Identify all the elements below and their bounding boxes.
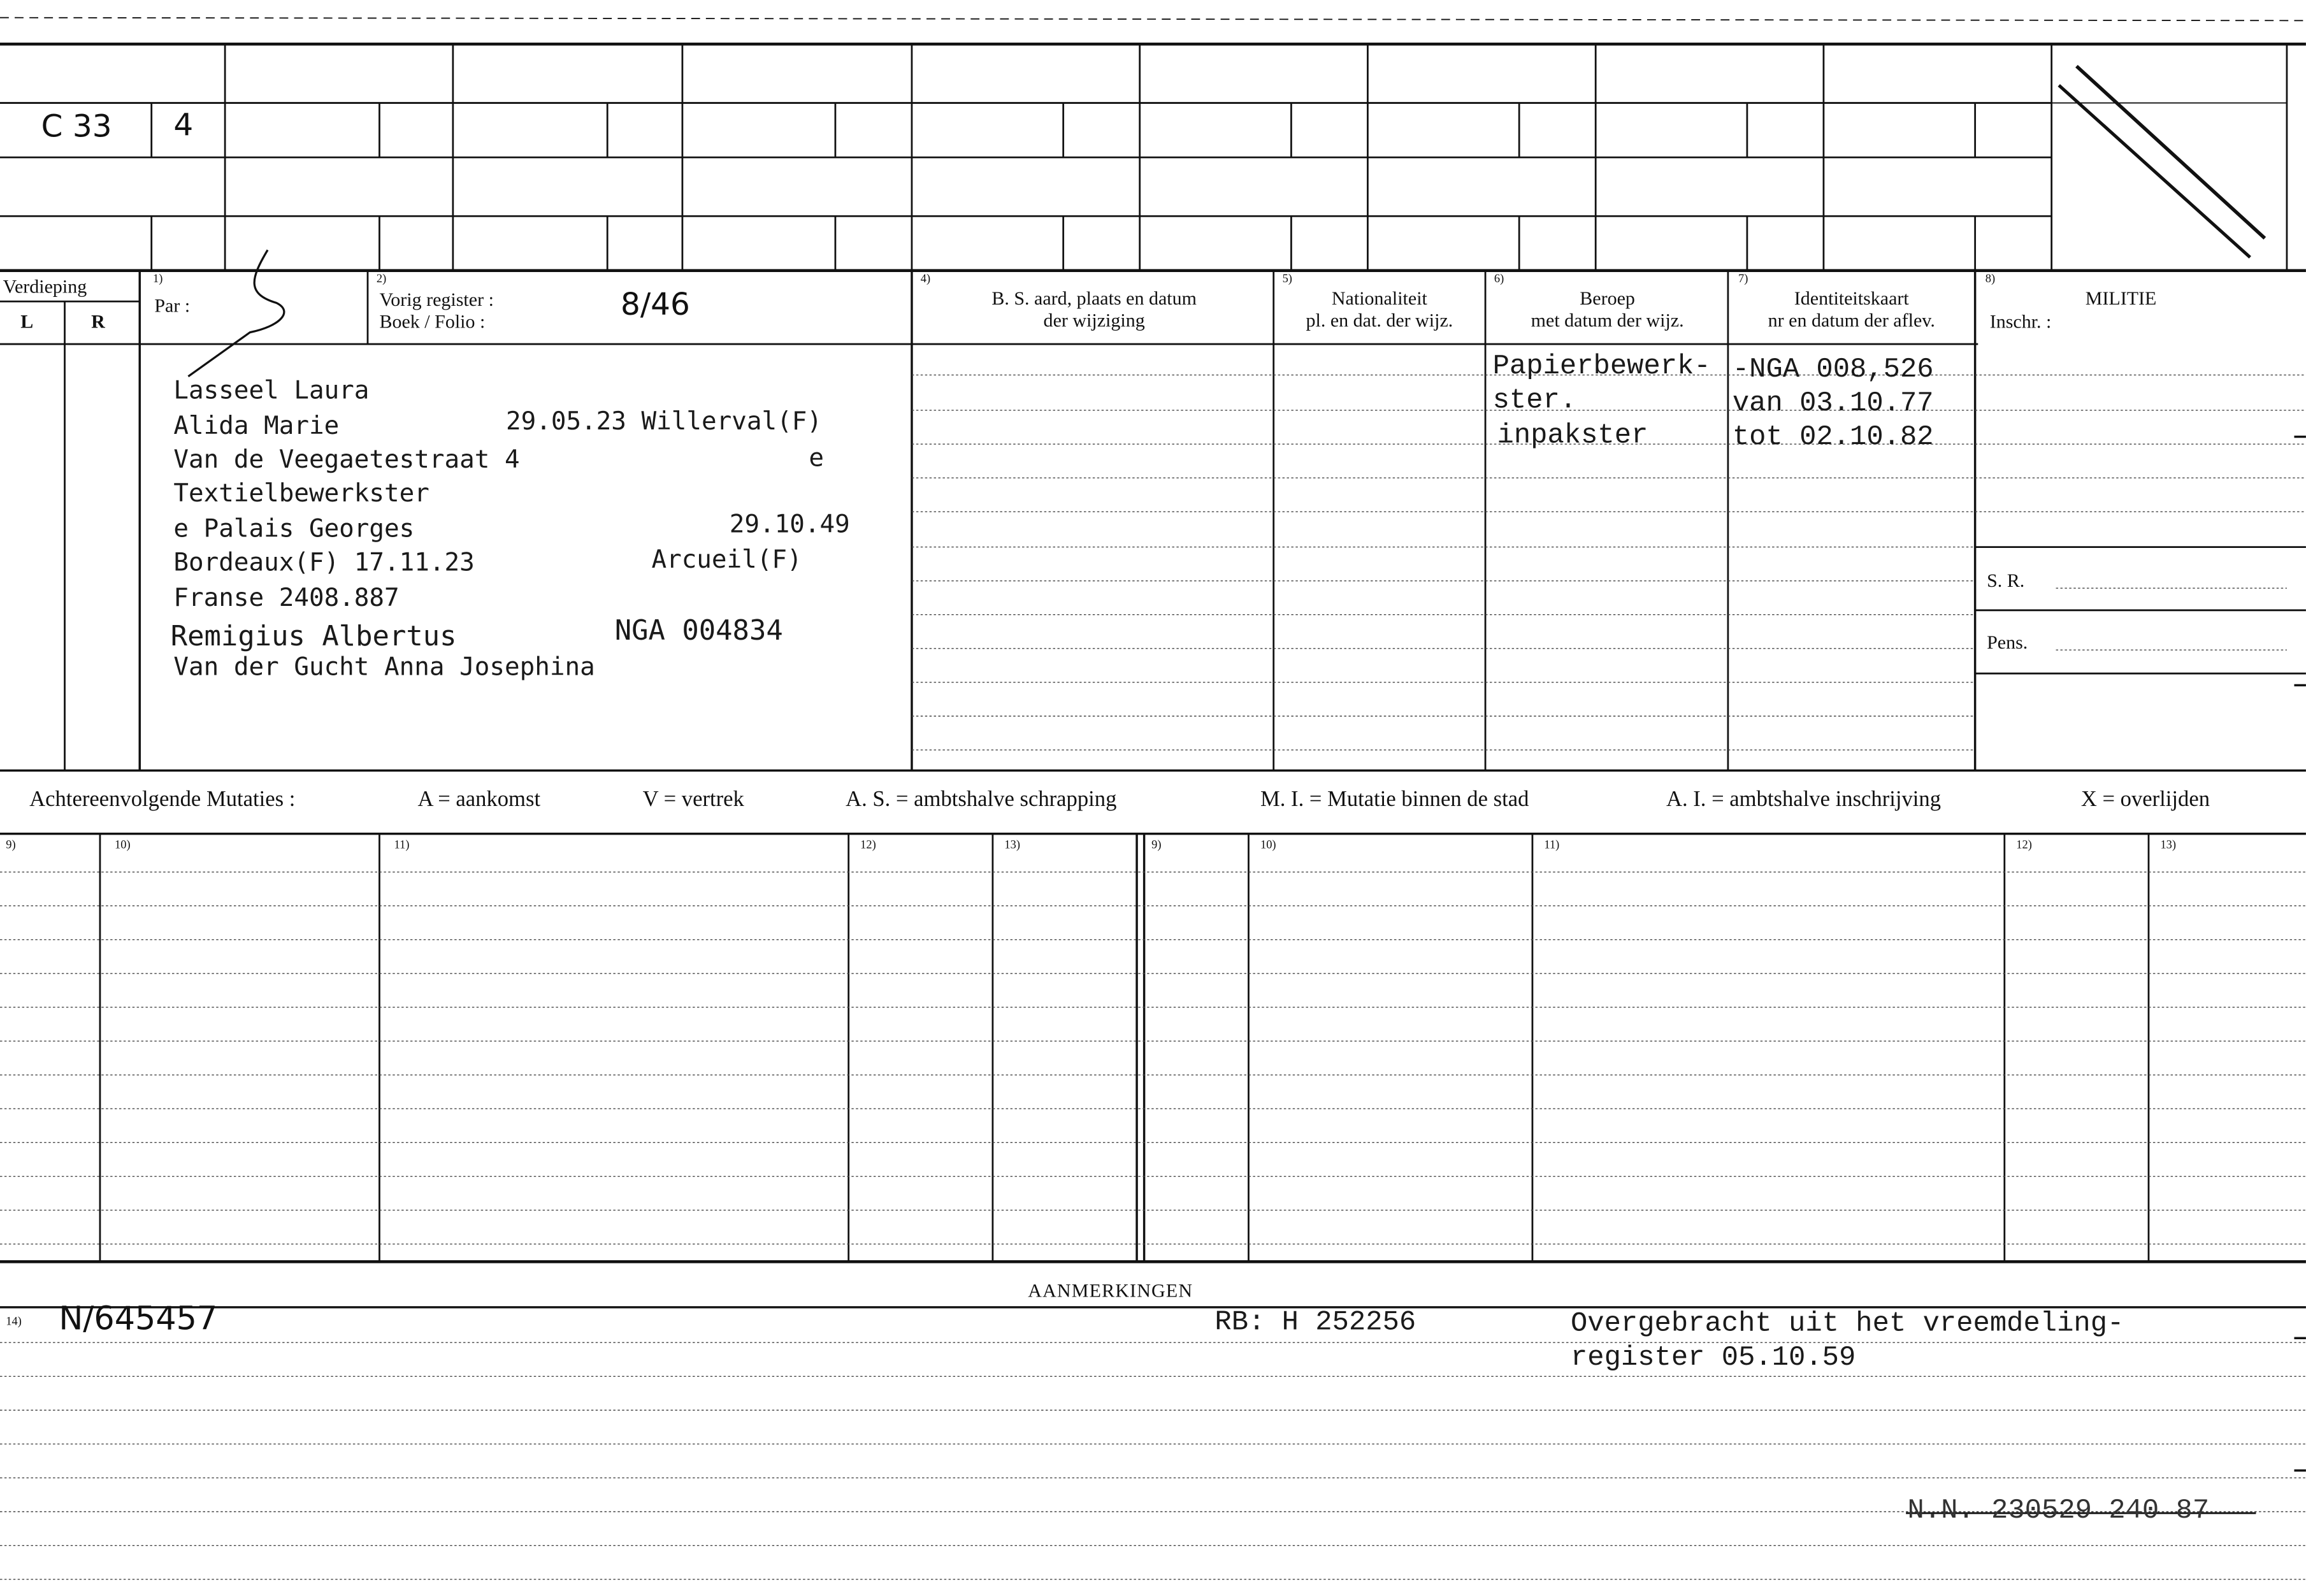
par-label: Par : (154, 294, 191, 317)
legend-mutatie-stad: M. I. = Mutatie binnen de stad (1260, 788, 1529, 812)
col1-number: 1) (153, 271, 163, 285)
legend-vertrek: V = vertrek (642, 788, 744, 812)
remarks-rb: RB: H 252256 (1214, 1305, 1416, 1339)
beroep-line-1: Papierbewerk- (1492, 350, 1711, 383)
address-mark: e (809, 444, 825, 474)
col5-label-2: pl. en dat. der wijz. (1306, 308, 1453, 331)
col5-label-1: Nationaliteit (1331, 287, 1427, 309)
col6-label-2: met datum der wijz. (1531, 308, 1684, 331)
militie-label: MILITIE (2085, 287, 2157, 309)
col8-number: 8) (1985, 271, 1996, 285)
mut-col10-left: 10) (115, 838, 131, 852)
card-code: C 33 (41, 108, 112, 145)
remarks-title: AANMERKINGEN (1028, 1279, 1193, 1302)
mut-col9-left: 9) (6, 838, 16, 852)
col2-number: 2) (376, 271, 387, 285)
col7-number: 7) (1738, 271, 1748, 285)
col4-label-2: der wijziging (1043, 308, 1145, 331)
remarks-code: N/645457 (59, 1301, 218, 1339)
father-name: Remigius Albertus (170, 620, 457, 653)
birth-date-place: 29.05.23 Willerval(F) (505, 407, 823, 437)
remarks-note-1: Overgebracht uit het vreemdeling- (1570, 1307, 2124, 1340)
remarks-number: 14) (6, 1314, 22, 1328)
marriage-place: Arcueil(F) (651, 545, 802, 575)
spouse-name: e Palais Georges (173, 514, 415, 544)
col6-label-1: Beroep (1580, 287, 1635, 309)
left-label: L (20, 310, 34, 333)
mut-col13-left: 13) (1004, 838, 1020, 852)
mut-col12-right: 12) (2016, 838, 2032, 852)
person-profession: Textielbewerkster (173, 479, 429, 509)
mut-col11-right: 11) (1544, 838, 1560, 852)
id-card-from: van 03.10.77 (1732, 387, 1934, 419)
legend-overlijden: X = overlijden (2080, 788, 2210, 812)
pens-label: Pens. (1987, 631, 2028, 653)
col7-label-2: nr en datum der aflev. (1768, 308, 1935, 331)
mother-name: Van der Gucht Anna Josephina (173, 652, 595, 682)
legend-inschrijving: A. I. = ambtshalve inschrijving (1666, 788, 1942, 812)
person-name: Lasseel Laura (173, 376, 370, 406)
boek-folio-value: 8/46 (620, 287, 690, 322)
sr-label: S. R. (1987, 569, 2025, 591)
boek-folio-label: Boek / Folio : (379, 310, 486, 333)
mut-col12-left: 12) (860, 838, 876, 852)
inschr-label: Inschr. : (1989, 310, 2052, 333)
mut-col10-right: 10) (1260, 838, 1276, 852)
vorig-register-label: Vorig register : (379, 288, 494, 310)
legend-schrapping: A. S. = ambtshalve schrapping (846, 788, 1117, 812)
person-address: Van de Veegaetestraat 4 (173, 445, 520, 475)
national-number: N.N. 230529 240 87 (1907, 1493, 2210, 1527)
card-number: 4 (173, 107, 194, 143)
spouse-birth: Bordeaux(F) 17.11.23 (173, 548, 475, 579)
col7-label-1: Identiteitskaart (1794, 287, 1909, 309)
col4-number: 4) (920, 271, 931, 285)
right-label: R (91, 310, 105, 333)
mut-col11-left: 11) (394, 838, 410, 852)
verdieping-label: Verdieping (3, 275, 87, 298)
nationality-number: Franse 2408.887 (173, 584, 400, 614)
beroep-line-3: inpakster (1497, 419, 1648, 452)
col4-label-1: B. S. aard, plaats en datum (991, 287, 1197, 309)
legend-aankomst: A = aankomst (417, 788, 541, 812)
id-card-number: -NGA 008,526 (1732, 352, 1934, 385)
mutaties-title: Achtereenvolgende Mutaties : (29, 788, 296, 812)
person-given-names: Alida Marie (173, 412, 340, 442)
marriage-date: 29.10.49 (729, 510, 850, 540)
remarks-note-2: register 05.10.59 (1570, 1341, 1856, 1374)
col5-number: 5) (1282, 271, 1292, 285)
col6-number: 6) (1494, 271, 1504, 285)
father-id: NGA 004834 (614, 614, 783, 647)
id-card-until: tot 02.10.82 (1732, 421, 1934, 453)
beroep-line-2: ster. (1492, 384, 1577, 417)
mut-col9-right: 9) (1151, 838, 1162, 852)
mut-col13-right: 13) (2160, 838, 2177, 852)
